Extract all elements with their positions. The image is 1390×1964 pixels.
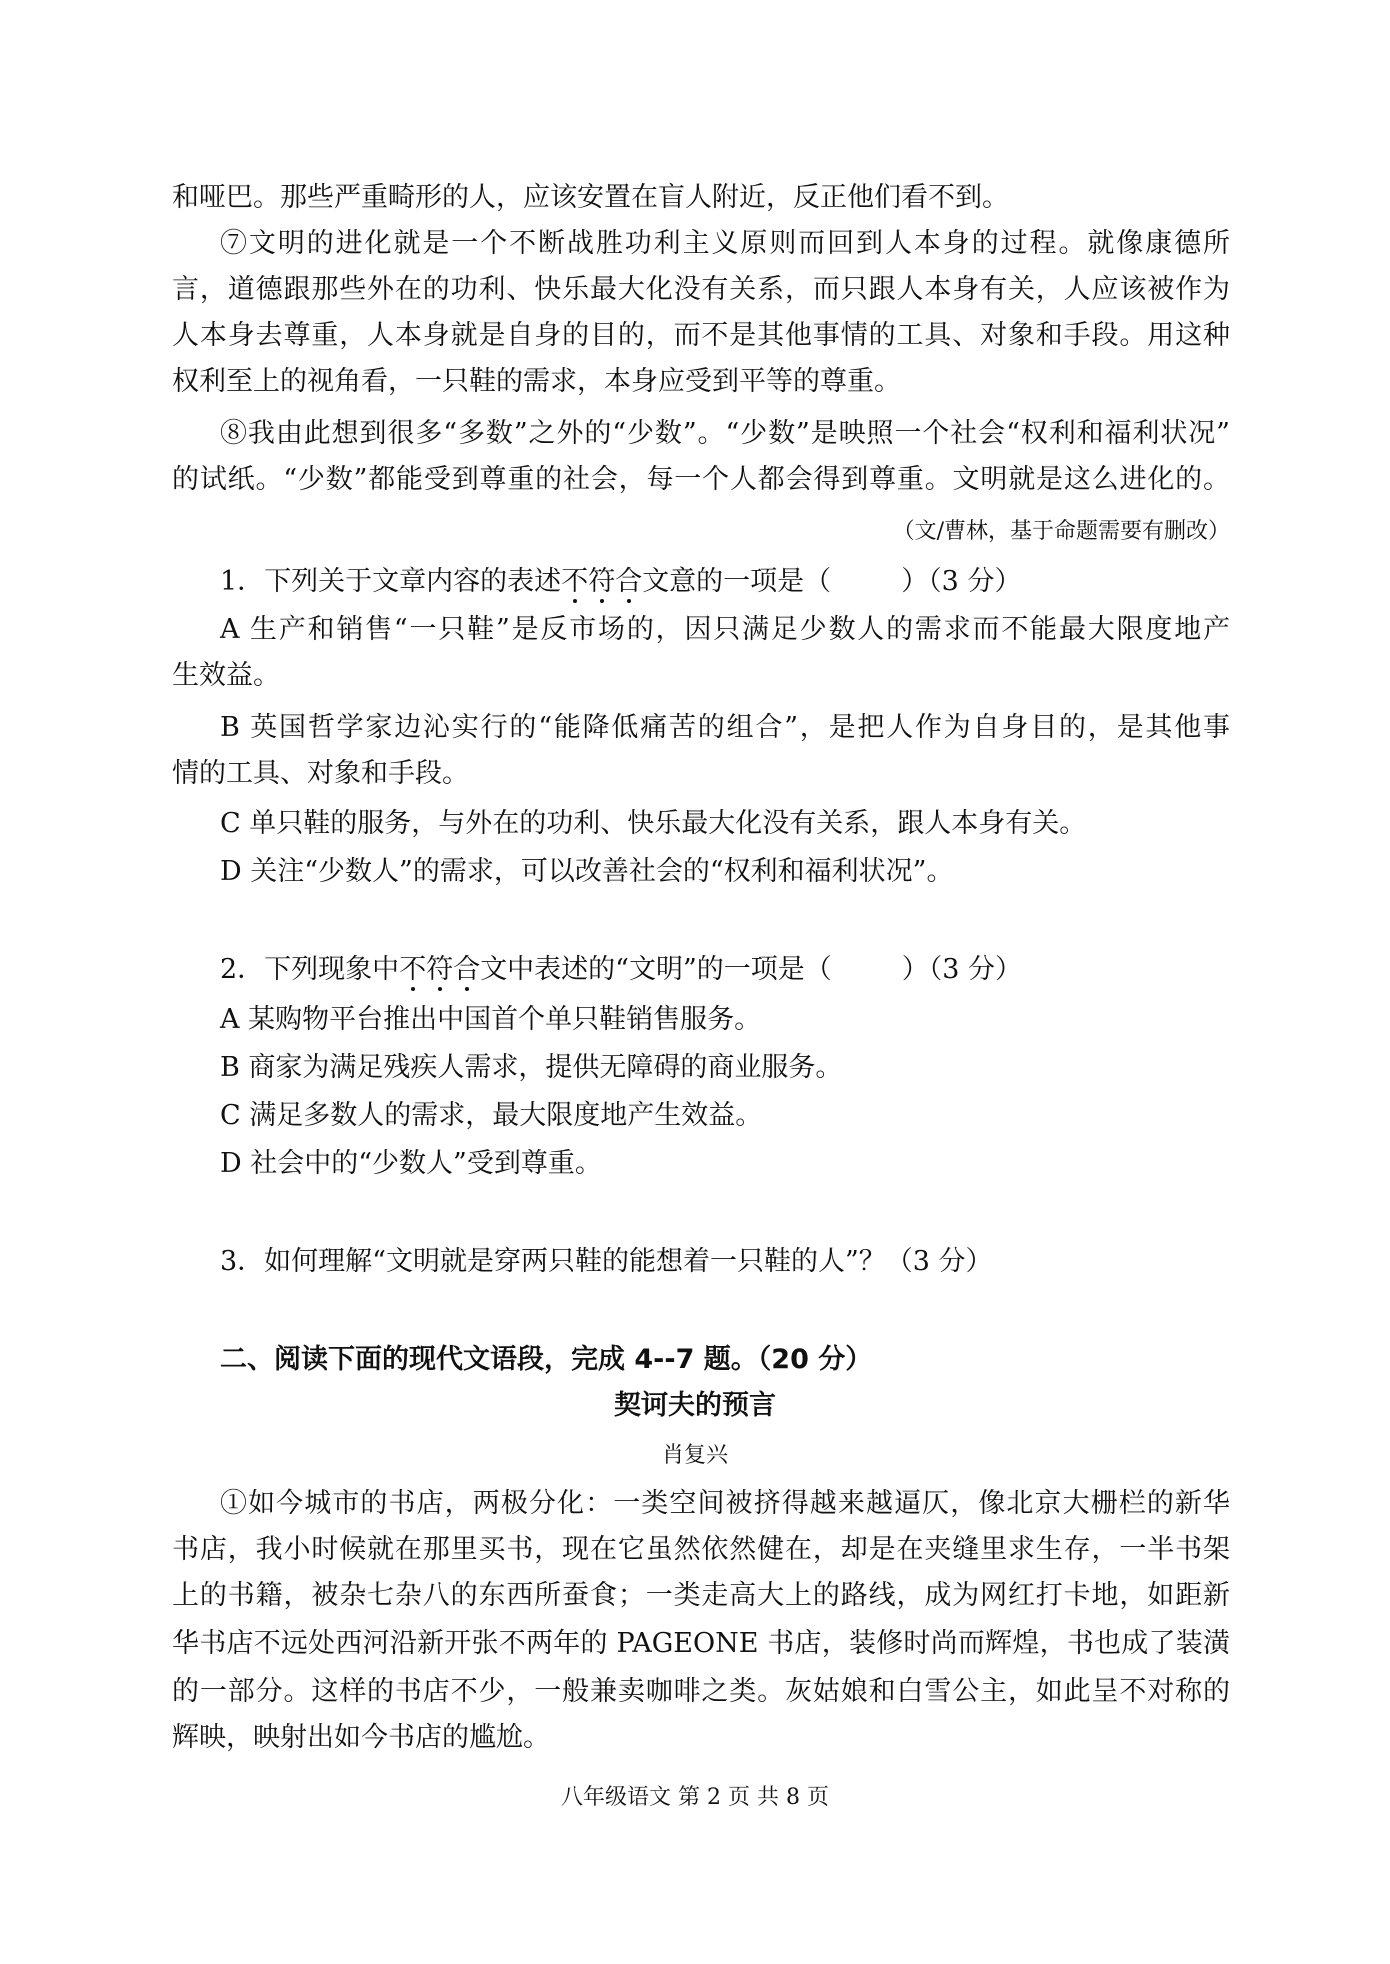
paragraph-7-line: 权利至上的视角看，一只鞋的需求，本身应受到平等的尊重。 (172, 366, 901, 397)
paragraph-8-line: ⑧我由此想到很多“多数”之外的“少数”。“少数”是映照一个社会“权利和福利状况” (220, 418, 1230, 449)
article-paragraph-1-line: 的一部分。这样的书店不少，一般兼卖咖啡之类。灰姑娘和白雪公主，如此呈不对称的 (172, 1676, 1230, 1707)
emphasis-dot-char: 符 (426, 954, 454, 985)
question-1-option-b-cont: 情的工具、对象和手段。 (172, 758, 469, 789)
emphasis-dot-char: 符 (588, 566, 616, 597)
question-1-option-b: B 英国哲学家边沁实行的“能降低痛苦的组合”，是把人作为自身目的，是其他事 (220, 712, 1230, 743)
emphasis-dot-char: 合 (615, 566, 643, 597)
paragraph-8-line: 的试纸。“少数”都能受到尊重的社会，每一个人都会得到尊重。文明就是这么进化的。 (172, 464, 1230, 495)
paragraph-7-line: 人本身去尊重，人本身就是自身的目的，而不是其他事情的工具、对象和手段。用这种 (172, 320, 1230, 351)
emphasis-dot-char: 不 (399, 954, 427, 985)
question-1-option-a: A 生产和销售“一只鞋”是反市场的，因只满足少数人的需求而不能最大限度地产 (220, 614, 1230, 645)
source-note: （文/曹林，基于命题需要有删改） (892, 519, 1230, 544)
article-paragraph-1-line: ①如今城市的书店，两极分化：一类空间被挤得越来越逼仄，像北京大栅栏的新华 (220, 1488, 1230, 1519)
question-2-option-b: B 商家为满足残疾人需求，提供无障碍的商业服务。 (220, 1052, 843, 1083)
paragraph-7-line: ⑦文明的进化就是一个不断战胜功利主义原则而回到人本身的过程。就像康德所 (220, 228, 1230, 259)
paragraph-7-line: 言，道德跟那些外在的功利、快乐最大化没有关系，而只跟人本身有关，人应该被作为 (172, 274, 1230, 305)
question-3-stem: 3．如何理解“文明就是穿两只鞋的能想着一只鞋的人”？（3 分） (220, 1246, 993, 1277)
question-1-option-d: D 关注“少数人”的需求，可以改善社会的“权利和福利状况”。 (220, 856, 954, 887)
article-paragraph-1-line: 书店，我小时候就在那里买书，现在它虽然依然健在，却是在夹缝里求生存，一半书架 (172, 1534, 1230, 1565)
article-title: 契诃夫的预言 (614, 1390, 776, 1421)
passage-line: 和哑巴。那些严重畸形的人，应该安置在盲人附近，反正他们看不到。 (172, 182, 1009, 213)
section-2-heading: 二、阅读下面的现代文语段，完成 4--7 题。（20 分） (220, 1344, 873, 1375)
emphasis-dot-char: 合 (453, 954, 481, 985)
question-2-option-a: A 某购物平台推出中国首个单只鞋销售服务。 (220, 1004, 762, 1035)
article-paragraph-1-line: 华书店不远处西河沿新开张不两年的 PAGEONE 书店，装修时尚而辉煌，书也成了装潢 (172, 1628, 1230, 1659)
article-paragraph-1-line: 辉映，映射出如今书店的尴尬。 (172, 1722, 550, 1753)
question-1-option-c: C 单只鞋的服务，与外在的功利、快乐最大化没有关系，跟人本身有关。 (220, 808, 1087, 839)
page-footer: 八年级语文 第 2 页 共 8 页 (561, 1785, 829, 1810)
question-2-option-d: D 社会中的“少数人”受到尊重。 (220, 1148, 602, 1179)
question-1-stem: 1．下列关于文章内容的表述不符合文意的一项是（ ）（3 分） (220, 566, 1022, 597)
question-1-option-a-cont: 生效益。 (172, 660, 280, 691)
emphasis-dot-char: 不 (561, 566, 589, 597)
article-author: 肖复兴 (661, 1443, 728, 1468)
article-paragraph-1-line: 上的书籍，被杂七杂八的东西所蚕食；一类走高大上的路线，成为网红打卡地，如距新 (172, 1580, 1230, 1611)
question-2-stem: 2．下列现象中不符合文中表述的“文明”的一项是（ ）（3 分） (220, 954, 1023, 985)
question-2-option-c: C 满足多数人的需求，最大限度地产生效益。 (220, 1100, 763, 1131)
